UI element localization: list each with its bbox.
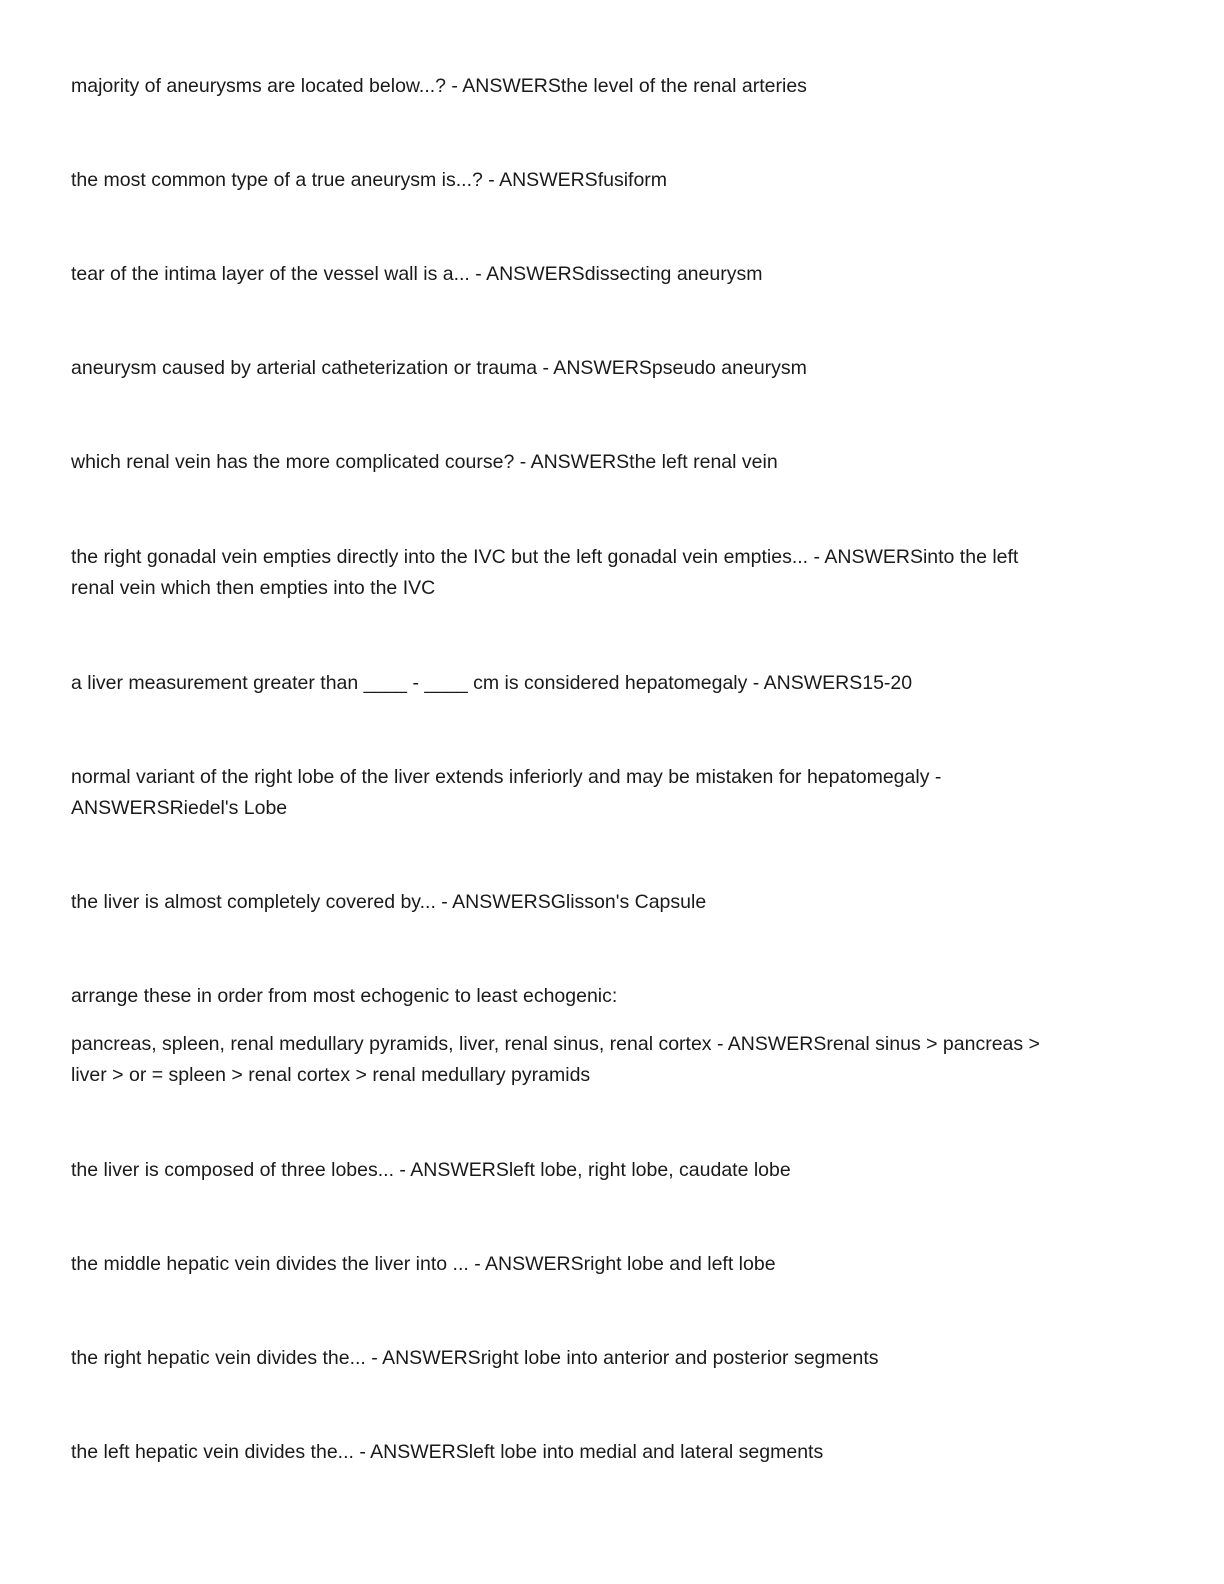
qa-line: arrange these in order from most echogenic to least echogenic: — [71, 985, 618, 1007]
qa-line-continuation: ANSWERSRiedel's Lobe — [71, 797, 288, 819]
qa-line-continuation: liver > or = spleen > renal cortex > renal medullary pyramids — [71, 1064, 591, 1086]
qa-line: the most common type of a true aneurysm is...? - ANSWERSfusiform — [71, 169, 668, 191]
qa-line: aneurysm caused by arterial catheterization or trauma - ANSWERSpseudo aneurysm — [71, 357, 807, 379]
qa-line: a liver measurement greater than ____ - ____ cm is considered hepatomegaly - ANSWERS15-20 — [71, 672, 913, 694]
qa-line: tear of the intima layer of the vessel wall is a... - ANSWERSdissecting aneurysm — [71, 263, 763, 285]
qa-line: the middle hepatic vein divides the liver into ... - ANSWERSright lobe and left lobe — [71, 1253, 776, 1275]
qa-line: normal variant of the right lobe of the liver extends inferiorly and may be mistaken for hepatomegaly - — [71, 766, 942, 788]
qa-line: the right hepatic vein divides the... - ANSWERSright lobe into anterior and posterior segments — [71, 1347, 879, 1369]
qa-line: the right gonadal vein empties directly into the IVC but the left gonadal vein empties... - ANSWERSinto the left — [71, 546, 1019, 568]
qa-line: pancreas, spleen, renal medullary pyramids, liver, renal sinus, renal cortex - ANSWERSrenal sinus > pancreas > — [71, 1033, 1040, 1055]
qa-line-continuation: renal vein which then empties into the IVC — [71, 577, 436, 599]
qa-line: majority of aneurysms are located below...? - ANSWERSthe level of the renal arteries — [71, 75, 807, 97]
qa-line: the left hepatic vein divides the... - ANSWERSleft lobe into medial and lateral segments — [71, 1441, 824, 1463]
qa-line: which renal vein has the more complicated course? - ANSWERSthe left renal vein — [71, 451, 778, 473]
qa-line: the liver is almost completely covered by... - ANSWERSGlisson's Capsule — [71, 891, 707, 913]
qa-line: the liver is composed of three lobes... - ANSWERSleft lobe, right lobe, caudate lobe — [71, 1159, 791, 1181]
